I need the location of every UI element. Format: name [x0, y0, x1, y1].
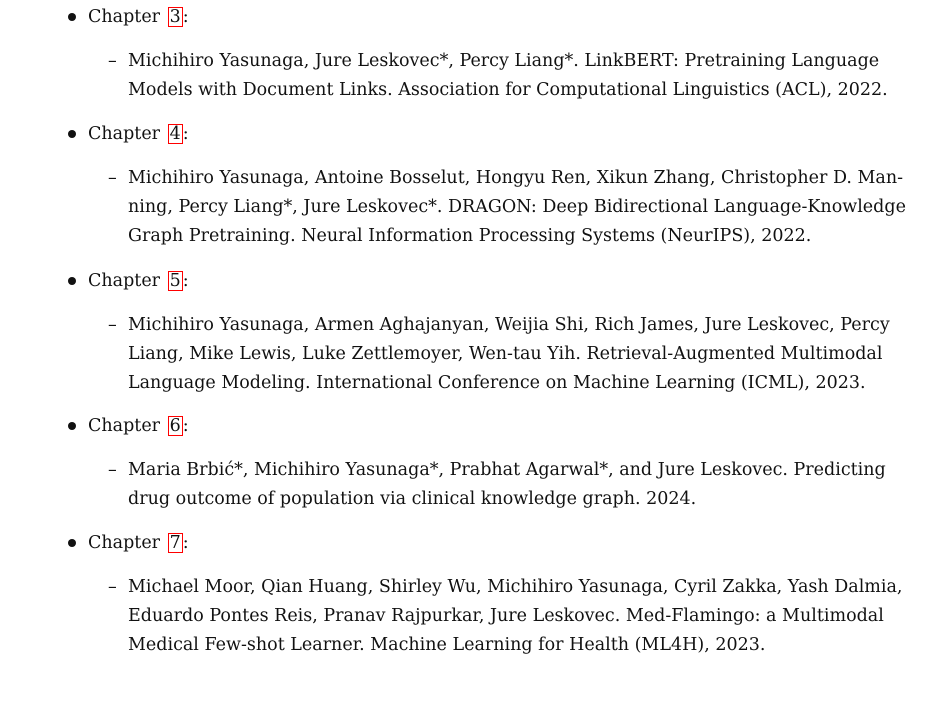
chapter-colon: : — [182, 271, 189, 291]
entry-line: drug outcome of population via clinical knowledge graph. 2024. — [128, 489, 697, 509]
chapter-label: Chapter — [88, 124, 161, 144]
chapter-label: Chapter — [88, 416, 161, 436]
chapter-section-7 — [68, 530, 903, 660]
chapter-section-6 — [68, 413, 886, 514]
chapter-section-4 — [68, 121, 906, 251]
entry-line: Michihiro Yasunaga, Armen Aghajanyan, Weijia Shi, Rich James, Jure Leskovec, Percy — [128, 315, 890, 335]
chapter-colon: : — [182, 7, 189, 27]
chapter-label: Chapter — [88, 271, 161, 291]
entry-line: Michael Moor, Qian Huang, Shirley Wu, Michihiro Yasunaga, Cyril Zakka, Yash Dalmia, — [128, 577, 903, 597]
entry-line: Graph Pretraining. Neural Information Processing Systems (NeurIPS), 2022. — [128, 226, 812, 246]
entry-line: Maria Brbić*, Michihiro Yasunaga*, Prabhat Agarwal*, and Jure Leskovec. Predicting — [128, 460, 886, 480]
bullet-icon — [68, 277, 76, 285]
chapter-link[interactable]: 7 — [169, 533, 181, 553]
entry-line: ning, Percy Liang*, Jure Leskovec*. DRAGON: Deep Bidirectional Language-Knowledge — [128, 197, 906, 217]
chapter-section-5 — [68, 268, 890, 398]
chapter-link[interactable]: 4 — [169, 124, 181, 144]
chapter-heading — [68, 121, 868, 147]
chapter-heading — [68, 4, 868, 30]
dash-icon: – — [108, 460, 117, 480]
publication-entry — [68, 456, 886, 514]
chapter-label: Chapter — [88, 533, 161, 553]
chapter-colon: : — [182, 533, 189, 553]
publication-entry — [68, 573, 903, 660]
chapter-heading — [68, 268, 868, 294]
entry-line: Michihiro Yasunaga, Jure Leskovec*, Percy Liang*. LinkBERT: Pretraining Language — [128, 51, 880, 71]
bullet-icon — [68, 422, 76, 430]
chapter-link[interactable]: 6 — [169, 416, 181, 436]
entry-line: Michihiro Yasunaga, Antoine Bosselut, Hongyu Ren, Xikun Zhang, Christopher D. Man- — [128, 168, 904, 188]
bullet-icon — [68, 130, 76, 138]
chapter-heading — [68, 530, 868, 556]
entry-line: Language Modeling. International Conference on Machine Learning (ICML), 2023. — [128, 373, 866, 393]
dash-icon: – — [108, 315, 117, 335]
bullet-icon — [68, 13, 76, 21]
chapter-label: Chapter — [88, 7, 161, 27]
dash-icon: – — [108, 51, 117, 71]
publication-entry — [68, 164, 906, 251]
entry-line: Models with Document Links. Association for Computational Linguistics (ACL), 2022. — [128, 80, 888, 100]
dash-icon: – — [108, 577, 117, 597]
chapter-link[interactable]: 3 — [169, 7, 181, 27]
chapter-colon: : — [182, 416, 189, 436]
publication-entry — [68, 311, 890, 398]
chapter-heading — [68, 413, 868, 439]
entry-line: Liang, Mike Lewis, Luke Zettlemoyer, Wen-tau Yih. Retrieval-Augmented Multimodal — [128, 344, 883, 364]
entry-line: Eduardo Pontes Reis, Pranav Rajpurkar, Jure Leskovec. Med-Flamingo: a Multimodal — [128, 606, 884, 626]
dash-icon: – — [108, 168, 117, 188]
publication-entry — [68, 47, 888, 105]
entry-line: Medical Few-shot Learner. Machine Learning for Health (ML4H), 2023. — [128, 635, 766, 655]
bullet-icon — [68, 539, 76, 547]
chapter-section-3 — [68, 4, 888, 105]
chapter-colon: : — [182, 124, 189, 144]
chapter-link[interactable]: 5 — [169, 271, 181, 291]
